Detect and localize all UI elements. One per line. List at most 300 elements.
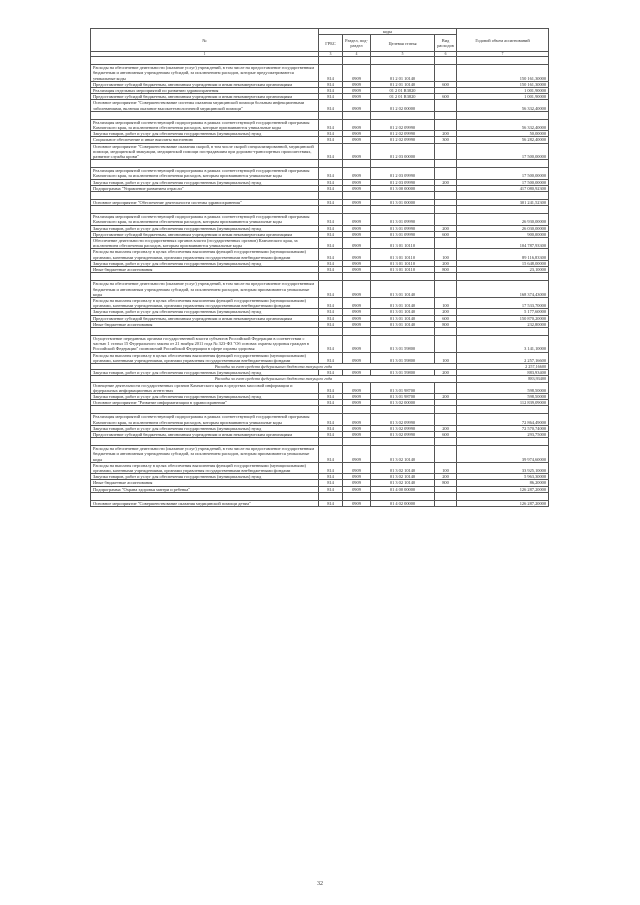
row-grbs: 814 (319, 168, 343, 179)
note-amount: 2 257,16600 (457, 363, 549, 369)
row-section: 0909 (343, 88, 371, 94)
row-amount: 104 787,93300 (457, 238, 549, 249)
row-section: 0909 (343, 119, 371, 130)
row-grbs: 814 (319, 431, 343, 437)
row-target-article: 01 3 02 09990 (371, 425, 435, 431)
row-name: Закупка товаров, работ и услуг для обеспечения государственных (муниципальных) нужд (91, 179, 319, 185)
row-target-article: 01 2 03 09990 (371, 179, 435, 185)
row-amount: 5 963,30000 (457, 474, 549, 480)
row-name: Обеспечение деятельности государственных органов власти (государственных органов) Камчатского края, за исключением обеспечения расходов, которым присваиваются уникальные коды (91, 238, 319, 249)
empty-cell (343, 438, 371, 446)
row-grbs: 814 (319, 462, 343, 473)
row-target-article: 01 2 01 R3820 (371, 88, 435, 94)
row-name: Расходы на обеспечение деятельности (оказание услуг) учреждений, в том числе на предоставление государственным бюджетным и автономным учреждениям субсидий, за исключением расходов, которым присваиваются уникальные коды (91, 446, 319, 463)
row-grbs: 814 (319, 249, 343, 260)
row-name: Закупка товаров, работ и услуг для обеспечения государственных (муниципальных) нужд (91, 309, 319, 315)
row-grbs: 814 (319, 225, 343, 231)
row-amount: 598,50000 (457, 393, 549, 399)
table-row (91, 249, 549, 260)
empty-cell (319, 160, 343, 168)
row-amount: 17 533,70000 (457, 297, 549, 308)
row-name: Иные бюджетные ассигнования (91, 321, 319, 327)
empty-cell (457, 492, 549, 500)
row-grbs: 814 (319, 393, 343, 399)
row-expense-type: 200 (435, 225, 457, 231)
row-grbs: 814 (319, 267, 343, 273)
empty-cell (371, 206, 435, 214)
row-grbs: 814 (319, 119, 343, 130)
row-amount: 417 080,92300 (457, 185, 549, 191)
row-grbs: 814 (319, 486, 343, 492)
row-expense-type: 200 (435, 370, 457, 376)
row-grbs: 814 (319, 335, 343, 352)
row-target-article: 01 3 01 09990 (371, 214, 435, 225)
empty-cell (343, 192, 371, 200)
row-grbs: 814 (319, 260, 343, 266)
empty-cell (457, 438, 549, 446)
empty-cell (371, 327, 435, 335)
row-section: 0909 (343, 143, 371, 160)
row-expense-type: 600 (435, 231, 457, 237)
row-grbs: 814 (319, 370, 343, 376)
row-name: Предоставление субсидий бюджетным, автономным учреждениям и иным некоммерческим организациям (91, 94, 319, 100)
empty-cell (435, 57, 457, 65)
row-expense-type (435, 281, 457, 298)
note-text: Расходы за счет средств федерального бюджета текущего года (91, 376, 457, 382)
row-section: 0909 (343, 281, 371, 298)
row-name: Реализация мероприятий соответствующей подпрограммы в рамках соответствующей государственной программы Камчатского края, за исключением обеспечения расходов, которым присваиваются уникальные коды (91, 214, 319, 225)
row-section: 0909 (343, 267, 371, 273)
row-section: 0909 (343, 94, 371, 100)
row-amount: 168 374,43000 (457, 281, 549, 298)
empty-cell (435, 492, 457, 500)
row-expense-type (435, 446, 457, 463)
row-amount: 126 287,20000 (457, 500, 549, 506)
empty-cell (319, 57, 343, 65)
table-row (91, 462, 549, 473)
empty-cell (343, 57, 371, 65)
row-name: Освещение деятельности государственных органов Камчатского края в средствах массовой информации и федеральных информационных агентствах (91, 382, 319, 393)
row-amount: 33 925,10000 (457, 462, 549, 473)
empty-cell (371, 192, 435, 200)
empty-cell (91, 438, 319, 446)
empty-cell (343, 492, 371, 500)
row-grbs: 814 (319, 309, 343, 315)
empty-cell (457, 192, 549, 200)
row-expense-type: 600 (435, 81, 457, 87)
spacer-row (91, 492, 549, 500)
spacer-row (91, 57, 549, 65)
row-target-article: 01 2 02 09990 (371, 131, 435, 137)
row-amount: 3 141,10000 (457, 335, 549, 352)
row-amount: 126 287,20000 (457, 486, 549, 492)
column-number: 4 (343, 52, 371, 57)
row-name: Основное мероприятие "Развитие информатизации в здравоохранении" (91, 400, 319, 406)
table-row (91, 414, 549, 425)
header-number: № (91, 29, 319, 52)
empty-cell (457, 327, 549, 335)
row-target-article: 01 3 01 09990 (371, 225, 435, 231)
row-expense-type (435, 65, 457, 82)
empty-cell (371, 492, 435, 500)
row-expense-type: 200 (435, 179, 457, 185)
row-name: Расходы на выплаты персоналу в целях обеспечения выполнения функций государственными (муниципальными) органами, казенными учреждениями, органами управления государственными внебюджетными фондами (91, 297, 319, 308)
row-amount: 72 570,74000 (457, 425, 549, 431)
row-name: Расходы на обеспечение деятельности (оказание услуг) учреждений, в том числе на предоставление государственным бюджетным и автономным учреждениям субсидий, за исключением расходов, которым присваиваются уникальные коды (91, 281, 319, 298)
row-amount: 150 870,20000 (457, 315, 549, 321)
row-expense-type: 200 (435, 309, 457, 315)
table-row (91, 382, 549, 393)
row-target-article: 01 3 02 10140 (371, 446, 435, 463)
row-section: 0909 (343, 315, 371, 321)
table-row (91, 297, 549, 308)
row-grbs: 814 (319, 231, 343, 237)
row-amount: 112 839,09000 (457, 400, 549, 406)
row-grbs: 814 (319, 88, 343, 94)
empty-cell (435, 406, 457, 414)
row-name: Закупка товаров, работ и услуг для обеспечения государственных (муниципальных) нужд (91, 131, 319, 137)
table-row (91, 100, 549, 111)
empty-cell (343, 273, 371, 281)
row-name: Предоставление субсидий бюджетным, автономным учреждениям и иным некоммерческим организациям (91, 315, 319, 321)
empty-cell (319, 406, 343, 414)
row-amount: 1 001,90000 (457, 94, 549, 100)
row-amount: 883,93400 (457, 370, 549, 376)
table-row (91, 119, 549, 130)
row-amount: 15 648,00000 (457, 260, 549, 266)
row-amount: 17 500,00000 (457, 143, 549, 160)
row-target-article: 01 3 01 59800 (371, 335, 435, 352)
row-target-article: 01 3 02 10140 (371, 462, 435, 473)
row-name: Реализация отдельных мероприятий по развитию здравоохранения (91, 88, 319, 94)
row-name: Реализация мероприятий соответствующей подпрограммы в рамках соответствующей государственной программы Камчатского края, за исключением обеспечения расходов, которые присваиваются уникальные коды (91, 119, 319, 130)
row-target-article: 01 3 02 10140 (371, 480, 435, 486)
row-name: Расходы на выплаты персоналу в целях обеспечения выполнения функций государственными (муниципальными) органами, казенными учреждениями, органами управления государственными внебюджетными фондами (91, 249, 319, 260)
empty-cell (371, 111, 435, 119)
empty-cell (91, 111, 319, 119)
row-expense-type (435, 414, 457, 425)
row-grbs: 814 (319, 400, 343, 406)
row-expense-type: 200 (435, 260, 457, 266)
row-section: 0909 (343, 500, 371, 506)
empty-cell (91, 406, 319, 414)
empty-cell (435, 327, 457, 335)
row-grbs: 814 (319, 382, 343, 393)
page-number: 32 (317, 881, 323, 887)
row-expense-type (435, 214, 457, 225)
header-section: Раздел, под-раздел (343, 35, 371, 52)
row-expense-type: 800 (435, 267, 457, 273)
row-section: 0909 (343, 231, 371, 237)
row-name: Закупка товаров, работ и услуг для обеспечения государственных (муниципальных) нужд (91, 260, 319, 266)
spacer-row (91, 273, 549, 281)
row-name: Закупка товаров, работ и услуг для обеспечения государственных (муниципальных) нужд (91, 370, 319, 376)
row-grbs: 814 (319, 500, 343, 506)
row-target-article: 01 3 01 10140 (371, 309, 435, 315)
row-expense-type: 800 (435, 321, 457, 327)
table-row (91, 500, 549, 506)
row-section: 0909 (343, 179, 371, 185)
row-amount: 301 241,52300 (457, 200, 549, 206)
row-name: Предоставление субсидий бюджетным, автономным учреждениям и иным некоммерческим организациям (91, 81, 319, 87)
empty-cell (435, 192, 457, 200)
row-grbs: 814 (319, 238, 343, 249)
row-expense-type: 100 (435, 352, 457, 363)
row-expense-type: 100 (435, 462, 457, 473)
table-row (91, 214, 549, 225)
row-grbs: 814 (319, 446, 343, 463)
row-grbs: 814 (319, 94, 343, 100)
row-target-article: 01 3 02 00000 (371, 400, 435, 406)
row-amount: 17 500,00000 (457, 168, 549, 179)
row-target-article: 01 3 00 00000 (371, 185, 435, 191)
row-amount: 26 030,00000 (457, 225, 549, 231)
row-section: 0909 (343, 393, 371, 399)
row-expense-type (435, 143, 457, 160)
row-section: 0909 (343, 414, 371, 425)
row-amount: 150 161,30000 (457, 65, 549, 82)
row-grbs: 814 (319, 100, 343, 111)
spacer-row (91, 438, 549, 446)
row-grbs: 814 (319, 179, 343, 185)
empty-cell (457, 111, 549, 119)
header-annual-volume: Годовой объем ассигнований (457, 29, 549, 52)
row-section: 0909 (343, 131, 371, 137)
row-section: 0909 (343, 431, 371, 437)
empty-cell (91, 273, 319, 281)
empty-cell (435, 111, 457, 119)
row-target-article: 01 3 02 09990 (371, 414, 435, 425)
row-grbs: 814 (319, 214, 343, 225)
row-name: Подпрограмма "Управление развитием отрасли" (91, 185, 319, 191)
table-row (91, 446, 549, 463)
spacer-row (91, 406, 549, 414)
row-amount: 5 177,60000 (457, 309, 549, 315)
table-body (91, 57, 549, 507)
header-target-article: Целевая статья (371, 35, 435, 52)
row-section: 0909 (343, 260, 371, 266)
row-name: Закупка товаров, работ и услуг для обеспечения государственных (муниципальных) нужд (91, 425, 319, 431)
empty-cell (435, 438, 457, 446)
row-grbs: 814 (319, 185, 343, 191)
empty-cell (91, 160, 319, 168)
row-amount: 23,10000 (457, 267, 549, 273)
row-section: 0909 (343, 352, 371, 363)
row-target-article: 01 3 02 10140 (371, 474, 435, 480)
row-target-article: 01 2 03 09990 (371, 168, 435, 179)
empty-cell (319, 327, 343, 335)
row-amount: 86,20000 (457, 480, 549, 486)
row-expense-type: 200 (435, 131, 457, 137)
table-row (91, 281, 549, 298)
row-grbs: 814 (319, 200, 343, 206)
row-name: Закупка товаров, работ и услуг для обеспечения государственных (муниципальных) нужд (91, 393, 319, 399)
row-name: Расходы на обеспечение деятельности (оказание услуг) учреждений, в том числе на предоставление государственным бюджетным и автономным учреждениям субсидий, за исключением расходов, которые предусматриваются уникальные коды (91, 65, 319, 82)
empty-cell (319, 192, 343, 200)
row-grbs: 814 (319, 297, 343, 308)
row-expense-type (435, 119, 457, 130)
row-expense-type (435, 168, 457, 179)
row-section: 0909 (343, 185, 371, 191)
row-name: Социальное обеспечение и иные выплаты населению (91, 137, 319, 143)
row-target-article: 01 3 01 10110 (371, 238, 435, 249)
row-expense-type (435, 335, 457, 352)
column-number: 5 (371, 52, 435, 57)
row-section: 0909 (343, 249, 371, 260)
row-expense-type: 200 (435, 425, 457, 431)
row-expense-type (435, 100, 457, 111)
empty-cell (371, 438, 435, 446)
row-section: 0909 (343, 486, 371, 492)
row-name: Иные бюджетные ассигнования (91, 267, 319, 273)
empty-cell (371, 160, 435, 168)
empty-cell (91, 57, 319, 65)
empty-cell (319, 206, 343, 214)
row-expense-type: 100 (435, 297, 457, 308)
row-section: 0909 (343, 425, 371, 431)
row-target-article: 01 3 01 10140 (371, 315, 435, 321)
row-target-article: 01 3 01 98700 (371, 393, 435, 399)
empty-cell (435, 273, 457, 281)
row-name: Расходы на выплаты персоналу в целях обеспечения выполнения функций государственными (муниципальными) органами, казенными учреждениями, органами управления государственными внебюджетными фондами (91, 462, 319, 473)
row-amount: 56 282,40000 (457, 137, 549, 143)
row-name: Закупка товаров, работ и услуг для обеспечения государственных (муниципальных) нужд (91, 474, 319, 480)
row-grbs: 814 (319, 321, 343, 327)
row-target-article: 01 3 01 10140 (371, 321, 435, 327)
row-amount: 56 332,40000 (457, 100, 549, 111)
row-section: 0909 (343, 65, 371, 82)
empty-cell (91, 327, 319, 335)
row-expense-type: 800 (435, 480, 457, 486)
row-section: 0909 (343, 370, 371, 376)
row-expense-type: 200 (435, 474, 457, 480)
row-expense-type (435, 500, 457, 506)
spacer-row (91, 192, 549, 200)
row-target-article: 01 3 01 59800 (371, 370, 435, 376)
row-section: 0909 (343, 480, 371, 486)
row-amount: 2 257,16600 (457, 352, 549, 363)
row-name: Осуществление переданных органам государственной власти субъектов Российской Федерации в соответствии с частью 1 статьи 15 Федерального закона от 21 ноября 2011 года № 323-ФЗ "Об основах охраны здоровья граждан в Российской Федерации" полномочий Российской Федерации в сфере охраны здоровья (91, 335, 319, 352)
row-section: 0909 (343, 382, 371, 393)
row-amount: 232,80000 (457, 321, 549, 327)
empty-cell (457, 406, 549, 414)
row-amount: 150 161,30000 (457, 81, 549, 87)
empty-cell (343, 206, 371, 214)
row-target-article: 01 3 01 10110 (371, 260, 435, 266)
row-section: 0909 (343, 200, 371, 206)
row-grbs: 814 (319, 352, 343, 363)
row-grbs: 814 (319, 315, 343, 321)
header-grbs: ГРБС (319, 35, 343, 52)
empty-cell (319, 273, 343, 281)
empty-cell (319, 111, 343, 119)
row-grbs: 814 (319, 281, 343, 298)
budget-document-page (90, 28, 548, 507)
row-section: 0909 (343, 462, 371, 473)
row-expense-type (435, 382, 457, 393)
empty-cell (343, 111, 371, 119)
row-name: Предоставление субсидий бюджетным, автономным учреждениям и иным некоммерческим организациям (91, 231, 319, 237)
row-expense-type: 300 (435, 137, 457, 143)
spacer-row (91, 160, 549, 168)
row-section: 0909 (343, 446, 371, 463)
header-expense-type: Вид расходов (435, 35, 457, 52)
row-name: Расходы на выплаты персоналу в целях обеспечения выполнения функций государственными (муниципальными) органами, казенными учреждениями, органами управления государственными внебюджетными фондами (91, 352, 319, 363)
table-row (91, 352, 549, 363)
row-target-article: 01 3 01 10140 (371, 297, 435, 308)
row-name: Основное мероприятие "Совершенствование оказания медицинской помощи детям" (91, 500, 319, 506)
row-name: Основное мероприятие "Совершенствование оказания скорой, в том числе скорой специализированной, медицинской помощи, медицинской эвакуации, медицинской помощи пострадавшим при дорожно-транспортных происшествиях, развитие службы крови" (91, 143, 319, 160)
row-target-article: 01 3 01 10110 (371, 267, 435, 273)
empty-cell (457, 273, 549, 281)
row-expense-type: 600 (435, 315, 457, 321)
row-amount: 39 974,60000 (457, 446, 549, 463)
row-name: Реализация мероприятий соответствующей подпрограммы в рамках соответствующей государственной программы Камчатского края, за исключением обеспечения расходов, которым присваиваются уникальные коды (91, 414, 319, 425)
row-expense-type (435, 238, 457, 249)
row-section: 0909 (343, 137, 371, 143)
row-target-article: 01 3 01 09990 (371, 231, 435, 237)
row-target-article: 01 3 01 98700 (371, 382, 435, 393)
budget-table (90, 28, 549, 507)
row-grbs: 814 (319, 474, 343, 480)
empty-cell (91, 492, 319, 500)
row-name: Реализация мероприятий соответствующей подпрограммы в рамках соответствующей государственной программы Камчатского края, за исключением обеспечения расходов, которым присваиваются уникальные коды (91, 168, 319, 179)
row-name: Основное мероприятие "Обеспечение деятельности системы здравоохранения" (91, 200, 319, 206)
empty-cell (319, 438, 343, 446)
row-target-article: 01 2 03 00000 (371, 143, 435, 160)
empty-cell (371, 406, 435, 414)
column-number: 7 (457, 52, 549, 57)
empty-cell (343, 160, 371, 168)
row-name: Предоставление субсидий бюджетным, автономным учреждениям и иным некоммерческим организациям (91, 431, 319, 437)
row-amount: 50,00000 (457, 131, 549, 137)
table-row (91, 168, 549, 179)
row-target-article: 01 3 01 59800 (371, 352, 435, 363)
empty-cell (319, 492, 343, 500)
empty-cell (435, 160, 457, 168)
row-expense-type: 100 (435, 249, 457, 260)
row-expense-type: 200 (435, 393, 457, 399)
row-section: 0909 (343, 81, 371, 87)
row-target-article: 01 2 01 10140 (371, 81, 435, 87)
row-expense-type: 600 (435, 94, 457, 100)
row-target-article: 01 2 02 09990 (371, 119, 435, 130)
row-expense-type: 600 (435, 431, 457, 437)
row-target-article: 01 2 01 10140 (371, 65, 435, 82)
row-section: 0909 (343, 100, 371, 111)
row-section: 0909 (343, 309, 371, 315)
row-target-article: 01 4 02 00000 (371, 500, 435, 506)
row-name: Основное мероприятие "Совершенствование системы оказания медицинской помощи больным инфекционными заболеваниями, включая оказание высокотехнологичной медицинской помощи" (91, 100, 319, 111)
row-target-article: 01 3 02 09990 (371, 431, 435, 437)
empty-cell (343, 406, 371, 414)
row-target-article: 01 2 02 09990 (371, 137, 435, 143)
empty-cell (91, 206, 319, 214)
row-amount: 900,00000 (457, 231, 549, 237)
row-target-article: 01 2 02 00000 (371, 100, 435, 111)
table-header (91, 29, 549, 57)
empty-cell (343, 327, 371, 335)
note-text: Расходы за счет средств федерального бюджета текущего года (91, 363, 457, 369)
row-section: 0909 (343, 321, 371, 327)
row-grbs: 814 (319, 137, 343, 143)
table-row (91, 65, 549, 82)
row-amount: 89 116,83300 (457, 249, 549, 260)
empty-cell (457, 206, 549, 214)
spacer-row (91, 111, 549, 119)
row-name: Иные бюджетные ассигнования (91, 480, 319, 486)
row-section: 0909 (343, 335, 371, 352)
